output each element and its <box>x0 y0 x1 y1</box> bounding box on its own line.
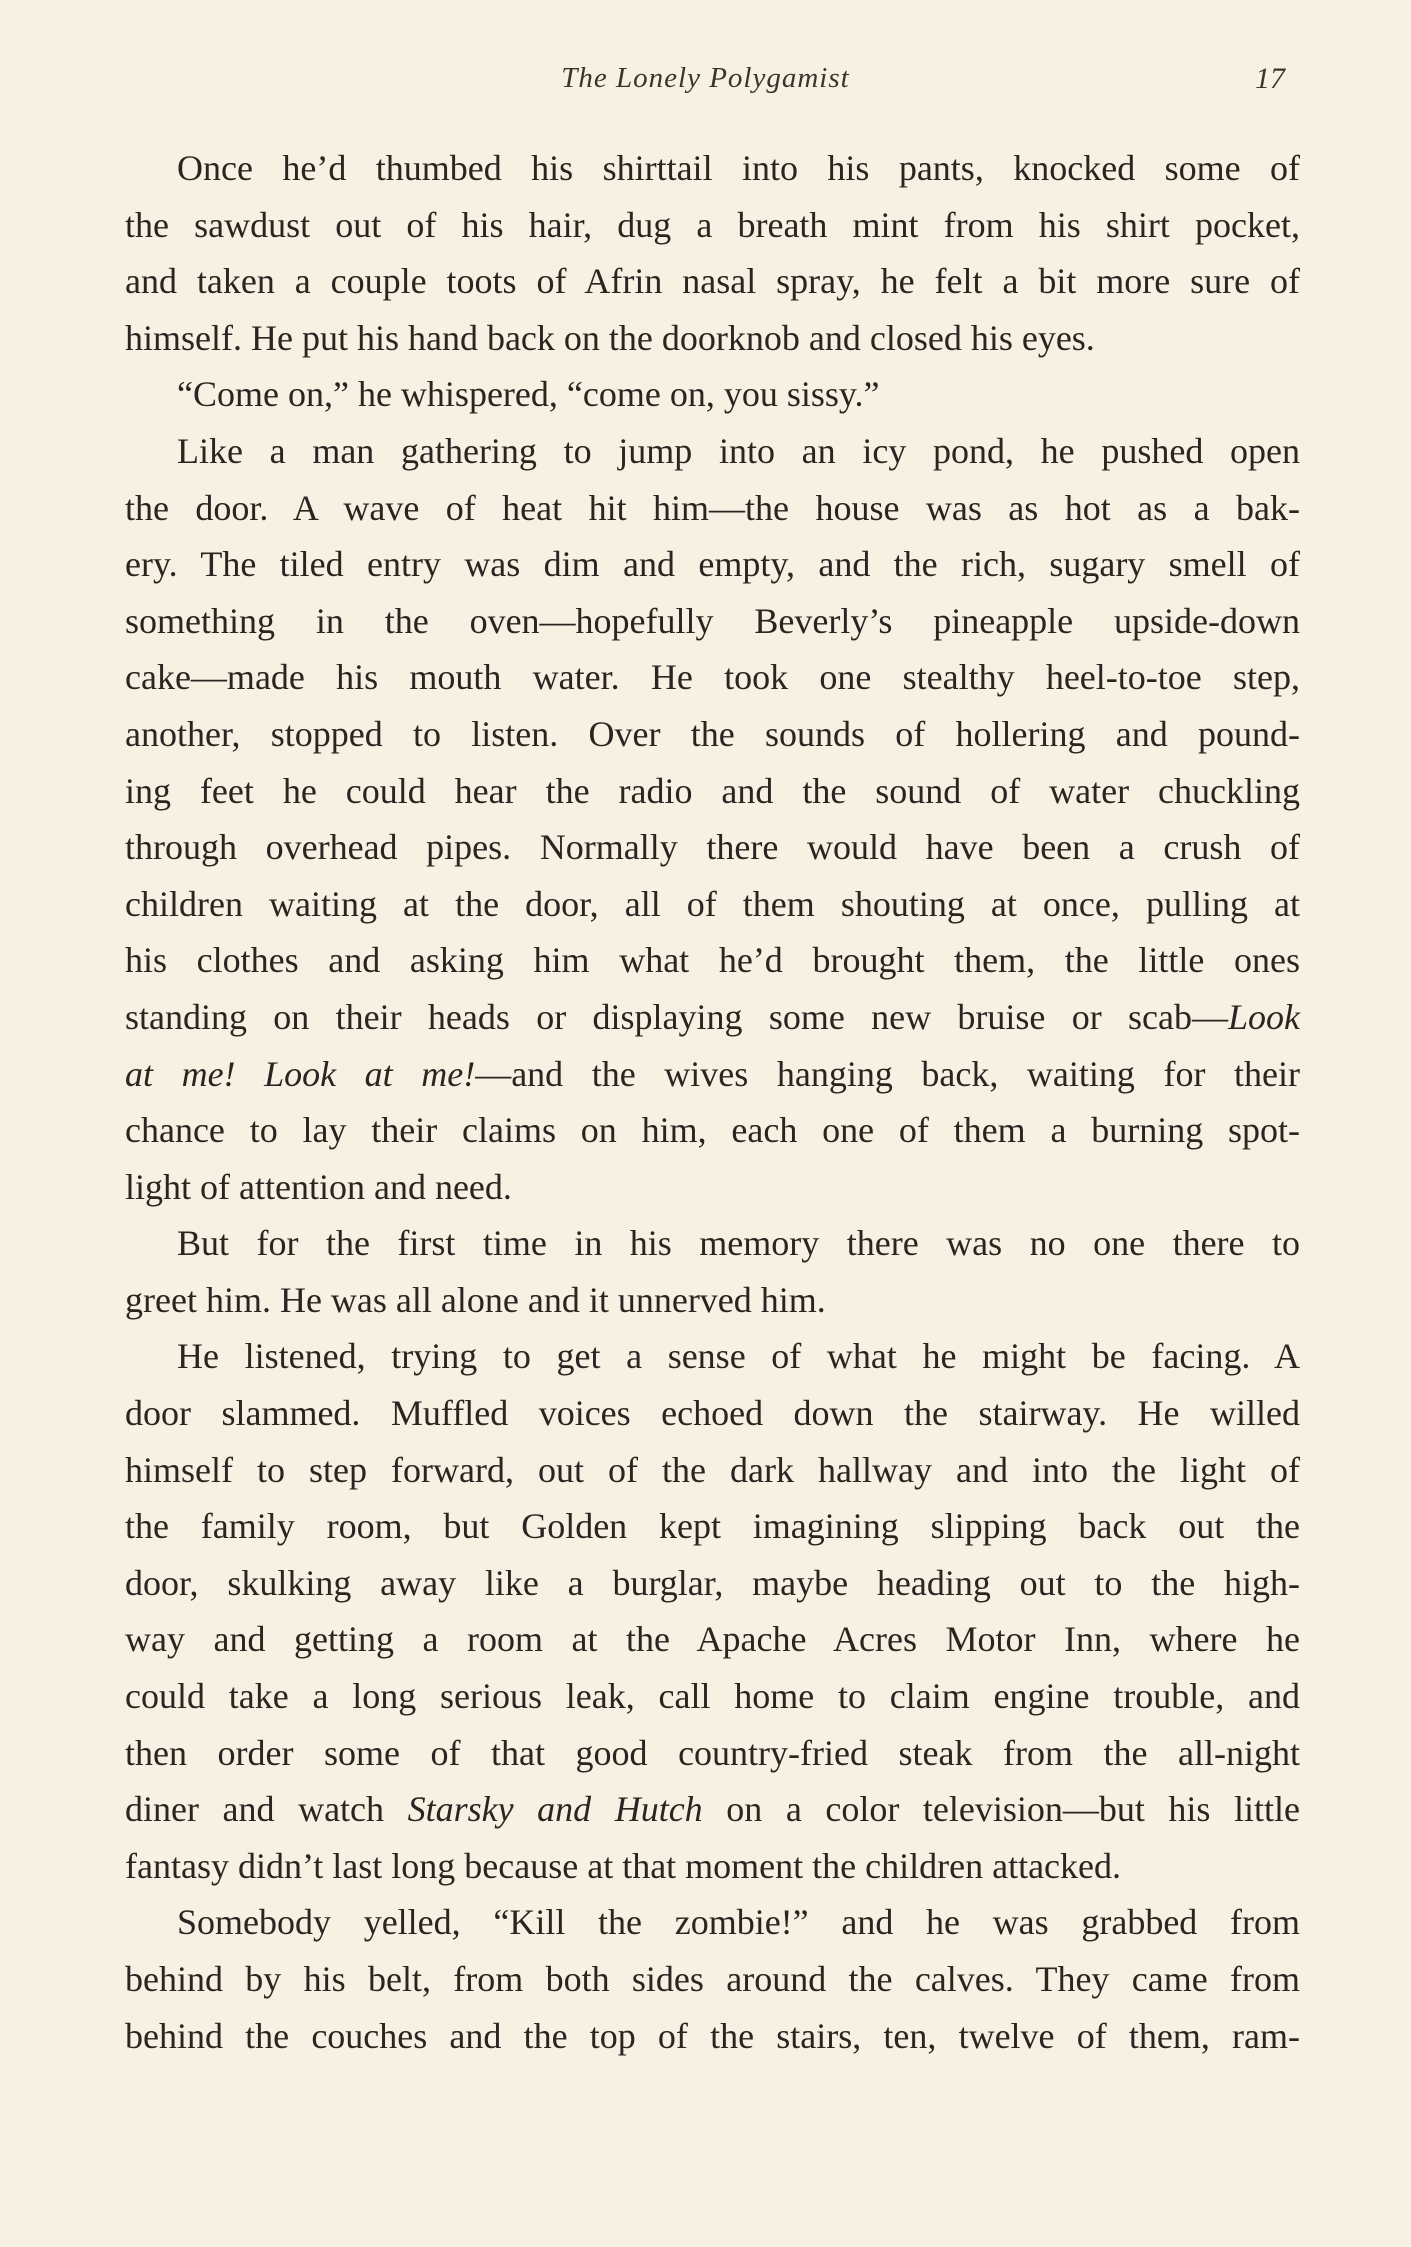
running-head <box>0 62 1411 106</box>
text-line: behind the couches and the top of the stairs, ten, twelve of them, ram- <box>125 2015 1300 2056</box>
text-line: But for the first time in his memory there was no one there to <box>177 1223 1300 1264</box>
text-run: diner and watch <box>125 1789 408 1830</box>
text-line: the sawdust out of his hair, dug a breath mint from his shirt pocket, <box>125 204 1300 245</box>
text-line: children waiting at the door, all of them shouting at once, pulling at <box>125 883 1300 924</box>
text-line <box>125 1046 1300 1103</box>
text-line: ing feet he could hear the radio and the sound of water chuckling <box>125 770 1300 811</box>
text-line: He listened, trying to get a sense of what he might be facing. A <box>177 1336 1300 1377</box>
page-number: 17 <box>1255 62 1285 95</box>
text-line: himself. He put his hand back on the doorknob and closed his eyes. <box>125 317 1095 358</box>
text-line: through overhead pipes. Normally there would have been a crush of <box>125 827 1300 868</box>
text-line: greet him. He was all alone and it unnerved him. <box>125 1279 826 1320</box>
text-line: then order some of that good country-fried steak from the all-night <box>125 1732 1300 1773</box>
text-line <box>125 1781 1300 1838</box>
text-line: door, skulking away like a burglar, maybe heading out to the high- <box>125 1562 1300 1603</box>
text-line: behind by his belt, from both sides around the calves. They came from <box>125 1959 1300 1999</box>
text-line: himself to step forward, out of the dark hallway and into the light of <box>125 1449 1300 1490</box>
text-line: and taken a couple toots of Afrin nasal spray, he felt a bit more sure of <box>125 261 1300 302</box>
text-line <box>125 989 1300 1046</box>
text-line: chance to lay their claims on him, each one of them a burning spot- <box>125 1110 1300 1151</box>
text-line: Like a man gathering to jump into an icy pond, he pushed open <box>177 430 1300 471</box>
text-run: —and the wives hanging back, waiting for their <box>475 1053 1300 1094</box>
text-line: Once he’d thumbed his shirttail into his pants, knocked some of <box>177 148 1300 188</box>
text-line: Somebody yelled, “Kill the zombie!” and he was grabbed from <box>177 1902 1300 1943</box>
text-run: on a color television—but his little <box>702 1789 1300 1830</box>
text-run: standing on their heads or displaying some new bruise or scab— <box>125 996 1228 1037</box>
italic-text-run: at me! Look at me! <box>125 1053 476 1094</box>
text-line: “Come on,” he whispered, “come on, you sissy.” <box>177 374 880 415</box>
text-line: cake—made his mouth water. He took one stealthy heel-to-toe step, <box>125 657 1300 698</box>
text-line: way and getting a room at the Apache Acres Motor Inn, where he <box>125 1619 1300 1660</box>
text-line: the door. A wave of heat hit him—the house was as hot as a bak- <box>125 487 1300 528</box>
text-line: fantasy didn’t last long because at that moment the children attacked. <box>125 1845 1122 1886</box>
italic-text-run: Look <box>1228 996 1300 1037</box>
text-line: his clothes and asking him what he’d brought them, the little ones <box>125 940 1300 981</box>
body-text <box>125 140 1300 2064</box>
text-line: could take a long serious leak, call home to claim engine trouble, and <box>125 1676 1300 1717</box>
running-title: The Lonely Polygamist <box>561 62 850 94</box>
italic-text-run: Starsky and Hutch <box>407 1789 703 1830</box>
text-line: another, stopped to listen. Over the sounds of hollering and pound- <box>125 713 1300 754</box>
text-line: light of attention and need. <box>125 1166 512 1207</box>
text-line: door slammed. Muffled voices echoed down the stairway. He willed <box>125 1393 1300 1434</box>
text-line: ery. The tiled entry was dim and empty, and the rich, sugary smell of <box>125 544 1300 585</box>
text-line: something in the oven—hopefully Beverly’s pineapple upside-down <box>125 600 1300 641</box>
text-line: the family room, but Golden kept imagining slipping back out the <box>125 1506 1300 1547</box>
